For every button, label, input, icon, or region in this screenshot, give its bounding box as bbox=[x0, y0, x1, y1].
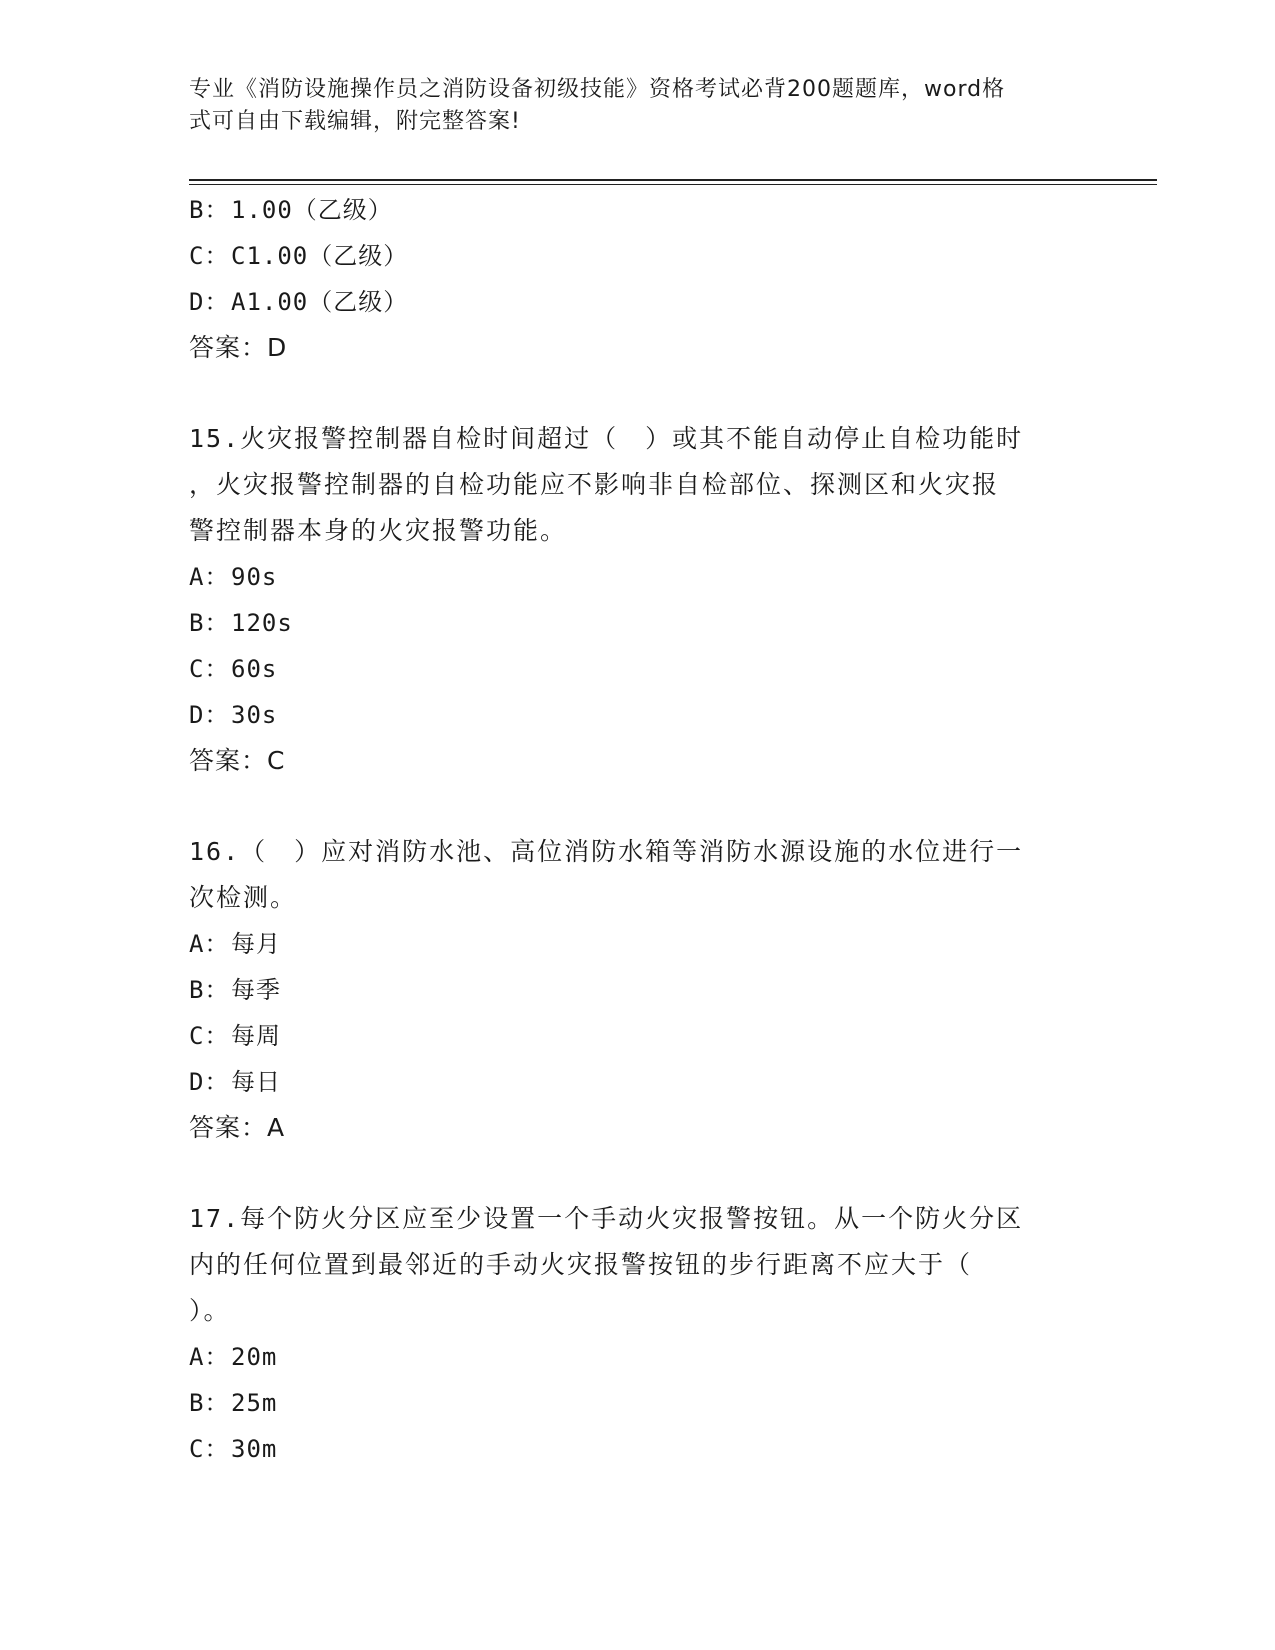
option-text: 每季 bbox=[231, 976, 281, 1004]
option-text: 120s bbox=[231, 609, 293, 637]
option-label: A： bbox=[189, 1343, 230, 1371]
option-text: 每月 bbox=[231, 930, 281, 958]
option-label: C： bbox=[189, 1022, 230, 1050]
option-label: A： bbox=[189, 930, 230, 958]
option-c bbox=[189, 233, 1089, 279]
option-text: C1.00（乙级） bbox=[231, 242, 409, 270]
question-14-tail bbox=[189, 187, 1089, 371]
question-text-line: 17.每个防火分区应至少设置一个手动火灾报警按钮。从一个防火分区 bbox=[189, 1204, 1024, 1233]
option-a bbox=[189, 554, 1089, 600]
header-line-1: 专业《消防设施操作员之消防设备初级技能》资格考试必背200题题库，word格 bbox=[189, 77, 1006, 102]
question-17 bbox=[189, 1196, 1089, 1472]
option-b bbox=[189, 187, 1089, 233]
option-c bbox=[189, 646, 1089, 692]
option-text: 60s bbox=[231, 655, 278, 683]
option-label: C： bbox=[189, 655, 230, 683]
option-text: 25m bbox=[231, 1389, 278, 1417]
option-label: D： bbox=[189, 288, 230, 316]
question-text-line: 16.（ ）应对消防水池、高位消防水箱等消防水源设施的水位进行一 bbox=[189, 837, 1024, 866]
option-text: A1.00（乙级） bbox=[231, 288, 409, 316]
option-label: B： bbox=[189, 196, 230, 224]
option-text: 1.00（乙级） bbox=[231, 196, 393, 224]
option-a bbox=[189, 1334, 1089, 1380]
spacer bbox=[189, 1151, 1089, 1196]
option-d bbox=[189, 692, 1089, 738]
header-rule-thin bbox=[189, 184, 1157, 185]
option-label: D： bbox=[189, 701, 230, 729]
option-text: 30s bbox=[231, 701, 278, 729]
option-b bbox=[189, 1380, 1089, 1426]
option-b bbox=[189, 967, 1089, 1013]
spacer bbox=[189, 371, 1089, 416]
option-text: 每日 bbox=[231, 1068, 281, 1096]
option-b bbox=[189, 600, 1089, 646]
option-label: C： bbox=[189, 1435, 230, 1463]
option-label: B： bbox=[189, 609, 230, 637]
question-text-line: 15.火灾报警控制器自检时间超过（ ）或其不能自动停止自检功能时 bbox=[189, 424, 1024, 453]
option-label: D： bbox=[189, 1068, 230, 1096]
option-label: C： bbox=[189, 242, 230, 270]
question-16 bbox=[189, 829, 1089, 1151]
document-header bbox=[189, 74, 1089, 138]
answer-line: 答案：C bbox=[189, 746, 286, 775]
question-text-line: 次检测。 bbox=[189, 883, 298, 912]
option-label: A： bbox=[189, 563, 230, 591]
option-text: 90s bbox=[231, 563, 278, 591]
option-text: 30m bbox=[231, 1435, 278, 1463]
question-text-line: 内的任何位置到最邻近的手动火灾报警按钮的步行距离不应大于（ bbox=[189, 1250, 973, 1279]
option-text: 每周 bbox=[231, 1022, 281, 1050]
header-line-2: 式可自由下载编辑，附完整答案! bbox=[189, 109, 521, 134]
question-list bbox=[189, 187, 1089, 1472]
question-text-line: ）。 bbox=[189, 1296, 231, 1325]
question-15 bbox=[189, 416, 1089, 784]
option-label: B： bbox=[189, 1389, 230, 1417]
option-a bbox=[189, 921, 1089, 967]
spacer bbox=[189, 784, 1089, 829]
question-text-line: 警控制器本身的火灾报警功能。 bbox=[189, 516, 568, 545]
option-text: 20m bbox=[231, 1343, 278, 1371]
answer-line: 答案：A bbox=[189, 1113, 286, 1142]
answer-line: 答案：D bbox=[189, 333, 288, 362]
option-c bbox=[189, 1426, 1089, 1472]
option-d bbox=[189, 279, 1089, 325]
option-d bbox=[189, 1059, 1089, 1105]
option-label: B： bbox=[189, 976, 230, 1004]
question-text-line: ，火灾报警控制器的自检功能应不影响非自检部位、探测区和火灾报 bbox=[189, 470, 1000, 499]
header-rule-thick bbox=[189, 179, 1157, 181]
option-c bbox=[189, 1013, 1089, 1059]
